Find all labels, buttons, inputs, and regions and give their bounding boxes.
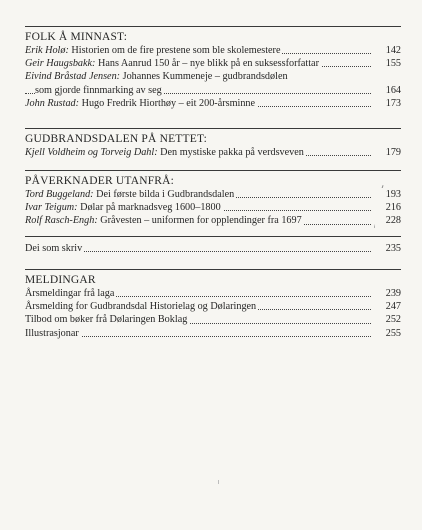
entry-author: Geir Haugsbakk:	[25, 58, 96, 70]
entry-title: Dei som skriv	[25, 243, 83, 254]
section-heading: PÅVERKNADER UTANFRÅ:	[25, 175, 175, 187]
entry-page: 216	[375, 201, 401, 214]
toc-entry	[25, 214, 401, 227]
entry-page: 179	[375, 146, 401, 159]
section-divider	[25, 128, 401, 129]
entry-title: Johannes Kummeneje – gudbrandsdølen	[122, 71, 288, 83]
entry-title: Historien om de fire prestene som ble skolemestere	[71, 45, 281, 56]
entry-page: 255	[375, 327, 401, 340]
entry-author: Tord Buggeland:	[25, 189, 94, 200]
entry-author: John Rustad:	[25, 97, 80, 109]
toc-section-paverknader	[25, 170, 401, 228]
toc-entry	[25, 97, 401, 110]
toc-entry	[25, 327, 401, 340]
speck-mark	[218, 480, 219, 484]
toc-section-contributors	[25, 236, 401, 255]
entry-page: 247	[375, 300, 401, 313]
toc-entry	[25, 146, 401, 159]
entry-title-continued: som gjorde finnmarking av seg	[35, 84, 162, 96]
toc-entry	[25, 70, 401, 96]
entry-title: Den mystiske pakka på verdsveven	[160, 147, 304, 158]
entry-author: Kjell Voldheim og Torveig Dahl:	[25, 147, 158, 158]
toc-entry	[25, 313, 401, 326]
section-divider	[25, 26, 401, 27]
entry-author: Ivar Teigum:	[25, 202, 78, 214]
entry-title: Dei første bilda i Gudbrandsdalen	[96, 189, 235, 200]
entry-page: 193	[375, 188, 401, 201]
entry-title: Årsmeldingar frå laga	[25, 288, 115, 299]
section-heading: GUDBRANDSDALEN PÅ NETTET:	[25, 133, 208, 145]
entry-title: Illustrasjonar	[25, 327, 79, 339]
entry-author: Eivind Bråstad Jensen:	[25, 71, 121, 83]
entry-page: 228	[375, 214, 401, 227]
section-divider	[25, 236, 401, 237]
entry-page: 173	[375, 97, 401, 110]
entry-title: Hans Aanrud 150 år – nye blikk på en suksessforfattar	[98, 58, 319, 70]
section-divider	[25, 269, 401, 270]
entry-title: Dølar på marknadsveg 1600–1800	[80, 202, 221, 214]
section-heading: FOLK Å MINNAST:	[25, 31, 128, 43]
entry-page: 142	[375, 44, 401, 57]
toc-entry	[25, 242, 401, 255]
entry-page: 239	[375, 287, 401, 300]
toc-entry	[25, 201, 401, 214]
section-divider	[25, 170, 401, 171]
entry-author: Erik Holø:	[25, 45, 69, 56]
entry-title: Hugo Fredrik Hiorthøy – eit 200-årsminne	[81, 97, 256, 109]
entry-title: Årsmelding for Gudbrandsdal Historielag og Dølaringen	[25, 301, 257, 313]
toc-section-folk	[25, 26, 401, 110]
entry-author: Rolf Rasch-Engh:	[25, 215, 98, 227]
entry-title: Gråvesten – uniformen for opplendinger fra 1697	[100, 215, 302, 227]
toc-entry	[25, 300, 401, 313]
toc-entry	[25, 287, 401, 300]
entry-title: Tilbod om bøker frå Dølaringen Boklag	[25, 314, 188, 326]
toc-section-meldingar	[25, 269, 401, 340]
entry-page: 155	[375, 57, 401, 70]
toc-entry	[25, 44, 401, 57]
toc-section-nettet	[25, 128, 401, 159]
entry-page: 252	[375, 313, 401, 326]
entry-page: 164	[375, 84, 401, 97]
entry-page: 235	[375, 242, 401, 255]
toc-entry	[25, 57, 401, 70]
toc-entry	[25, 188, 401, 201]
section-heading: MELDINGAR	[25, 274, 96, 286]
